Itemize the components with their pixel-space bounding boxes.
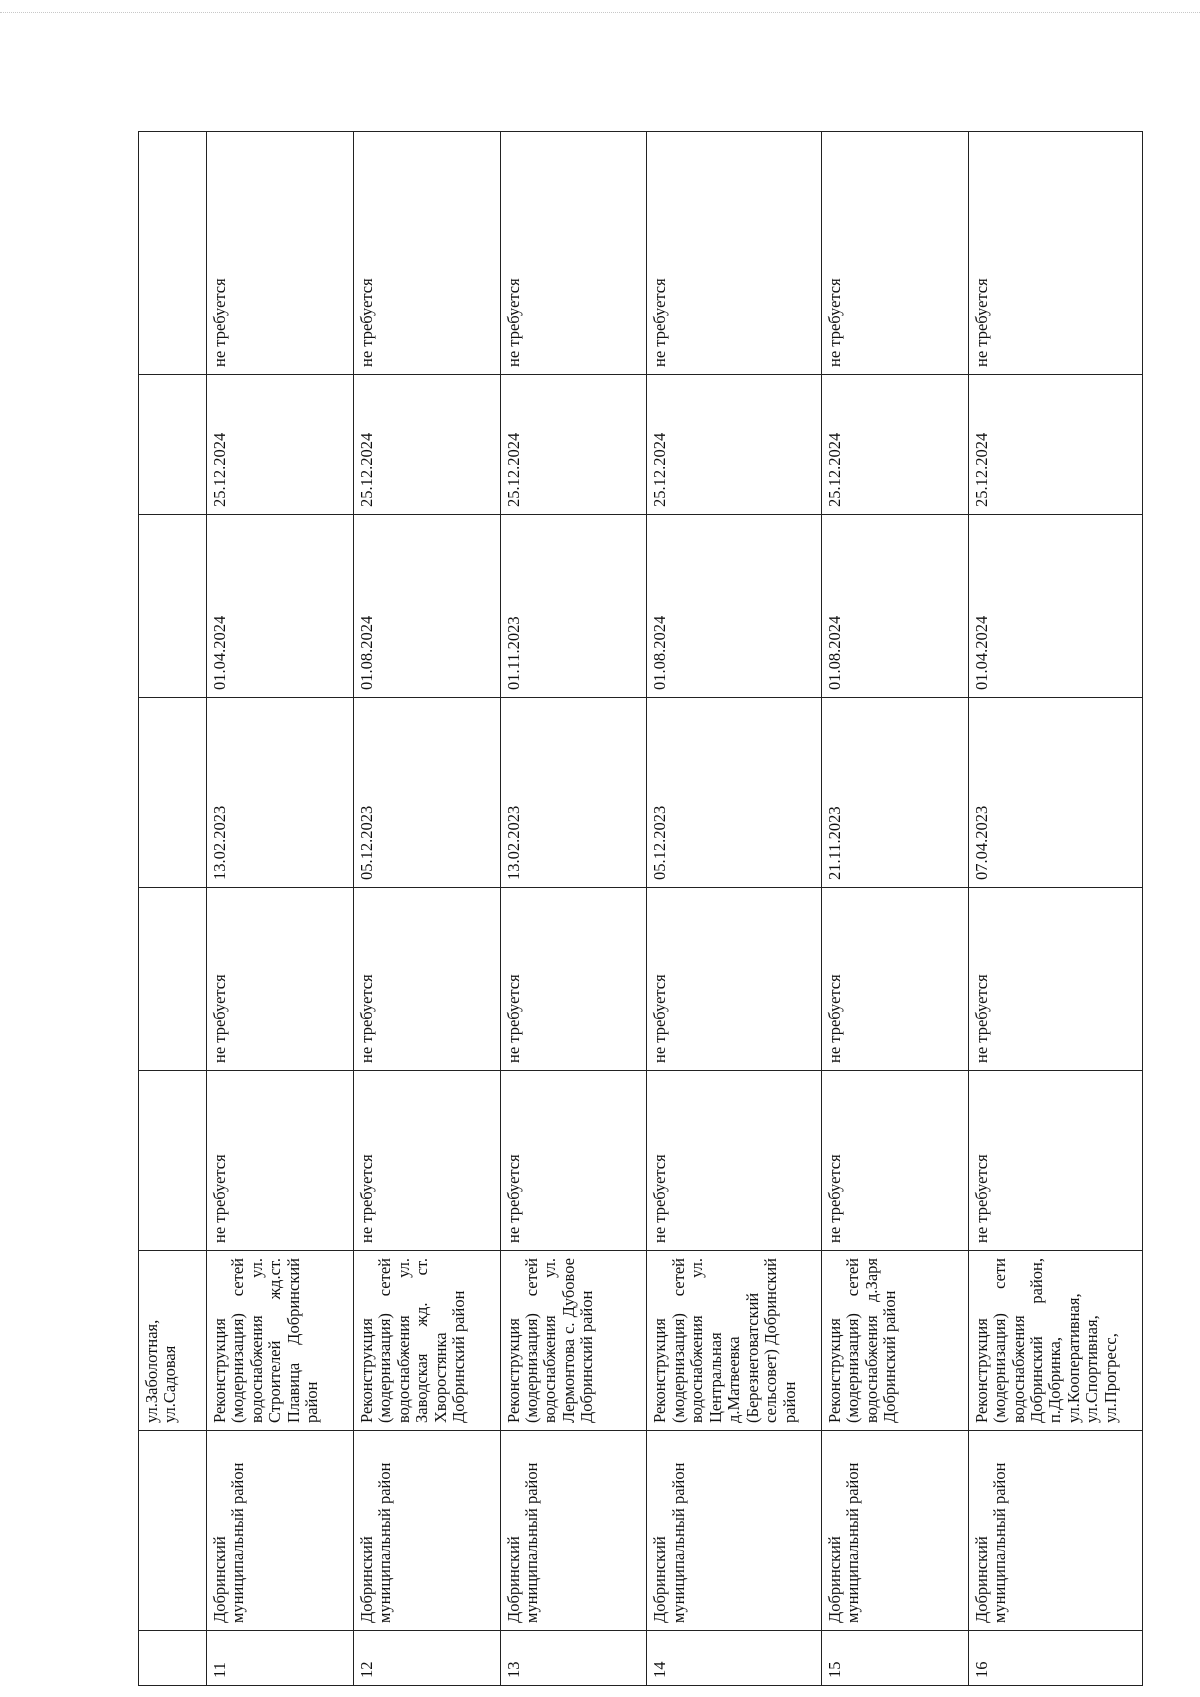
object-description-cell: ул.Заболотная, ул.Садовая bbox=[139, 1250, 207, 1430]
col4-cell: не требуется bbox=[206, 1070, 353, 1250]
row-number-cell bbox=[139, 1630, 207, 1685]
col5-cell: не требуется bbox=[647, 887, 821, 1070]
col4-cell bbox=[139, 1070, 207, 1250]
schedule-table bbox=[138, 131, 1143, 1686]
table-row bbox=[968, 131, 1142, 1685]
col5-cell: не требуется bbox=[821, 887, 968, 1070]
col7-date-cell: 01.04.2024 bbox=[968, 514, 1142, 697]
page-edge-line bbox=[0, 12, 1200, 13]
col9-cell: не требуется bbox=[353, 131, 500, 374]
row-number-cell: 14 bbox=[647, 1630, 821, 1685]
col5-cell: не требуется bbox=[500, 887, 647, 1070]
col8-date-cell bbox=[139, 374, 207, 514]
col4-cell: не требуется bbox=[821, 1070, 968, 1250]
col6-date-cell: 05.12.2023 bbox=[647, 697, 821, 887]
col7-date-cell: 01.08.2024 bbox=[647, 514, 821, 697]
row-number-cell: 12 bbox=[353, 1630, 500, 1685]
municipality-cell: Добринский муниципальный район bbox=[821, 1430, 968, 1630]
col6-date-cell: 21.11.2023 bbox=[821, 697, 968, 887]
object-description-cell: Реконструкция (модернизация) сетей водоснабжения ул. Центральная д.Матвеевка (Березнеговатский сельсовет) Добринский район bbox=[647, 1250, 821, 1430]
municipality-cell: Добринский муниципальный район bbox=[353, 1430, 500, 1630]
row-number-cell: 16 bbox=[968, 1630, 1142, 1685]
table-row bbox=[353, 131, 500, 1685]
col9-cell: не требуется bbox=[821, 131, 968, 374]
col6-date-cell bbox=[139, 697, 207, 887]
municipality-cell: Добринский муниципальный район bbox=[647, 1430, 821, 1630]
table-row bbox=[500, 131, 647, 1685]
col8-date-cell: 25.12.2024 bbox=[821, 374, 968, 514]
row-number-cell: 15 bbox=[821, 1630, 968, 1685]
col9-cell: не требуется bbox=[647, 131, 821, 374]
object-description-cell: Реконструкция (модернизация) сетей водоснабжения ул. Заводская жд. ст. Хворостянка Добринский район bbox=[353, 1250, 500, 1430]
col5-cell: не требуется bbox=[206, 887, 353, 1070]
col6-date-cell: 13.02.2023 bbox=[206, 697, 353, 887]
municipality-cell: Добринский муниципальный район bbox=[206, 1430, 353, 1630]
col8-date-cell: 25.12.2024 bbox=[206, 374, 353, 514]
col8-date-cell: 25.12.2024 bbox=[647, 374, 821, 514]
col7-date-cell: 01.08.2024 bbox=[821, 514, 968, 697]
municipality-cell: Добринский муниципальный район bbox=[968, 1430, 1142, 1630]
col5-cell: не требуется bbox=[353, 887, 500, 1070]
object-description-cell: Реконструкция (модернизация) сети водоснабжения Добринский район, п.Добринка, ул.Кооперативная, ул.Спортивная, ул.Прогресс, bbox=[968, 1250, 1142, 1430]
col4-cell: не требуется bbox=[647, 1070, 821, 1250]
municipality-cell: Добринский муниципальный район bbox=[500, 1430, 647, 1630]
col5-cell: не требуется bbox=[968, 887, 1142, 1070]
object-description-cell: Реконструкция (модернизация) сетей водоснабжения ул. Строителей жд.ст. Плавица Добринский район bbox=[206, 1250, 353, 1430]
table-row bbox=[821, 131, 968, 1685]
col8-date-cell: 25.12.2024 bbox=[968, 374, 1142, 514]
col9-cell bbox=[139, 131, 207, 374]
col7-date-cell: 01.08.2024 bbox=[353, 514, 500, 697]
col9-cell: не требуется bbox=[968, 131, 1142, 374]
object-description-cell: Реконструкция (модернизация) сетей водоснабжения ул. Лермонтова с. Дубовое Добринский район bbox=[500, 1250, 647, 1430]
col8-date-cell: 25.12.2024 bbox=[500, 374, 647, 514]
table-row bbox=[647, 131, 821, 1685]
object-description-cell: Реконструкция (модернизация) сетей водоснабжения д.Заря Добринский район bbox=[821, 1250, 968, 1430]
table-body bbox=[139, 131, 1143, 1685]
municipality-cell bbox=[139, 1430, 207, 1630]
col6-date-cell: 13.02.2023 bbox=[500, 697, 647, 887]
col4-cell: не требуется bbox=[968, 1070, 1142, 1250]
row-number-cell: 13 bbox=[500, 1630, 647, 1685]
col7-date-cell: 01.04.2024 bbox=[206, 514, 353, 697]
col8-date-cell: 25.12.2024 bbox=[353, 374, 500, 514]
col6-date-cell: 07.04.2023 bbox=[968, 697, 1142, 887]
col6-date-cell: 05.12.2023 bbox=[353, 697, 500, 887]
col4-cell: не требуется bbox=[500, 1070, 647, 1250]
table-row bbox=[206, 131, 353, 1685]
col7-date-cell: 01.11.2023 bbox=[500, 514, 647, 697]
col9-cell: не требуется bbox=[206, 131, 353, 374]
col9-cell: не требуется bbox=[500, 131, 647, 374]
table-row-continuation bbox=[139, 131, 207, 1685]
col4-cell: не требуется bbox=[353, 1070, 500, 1250]
row-number-cell: 11 bbox=[206, 1630, 353, 1685]
col7-date-cell bbox=[139, 514, 207, 697]
col5-cell bbox=[139, 887, 207, 1070]
